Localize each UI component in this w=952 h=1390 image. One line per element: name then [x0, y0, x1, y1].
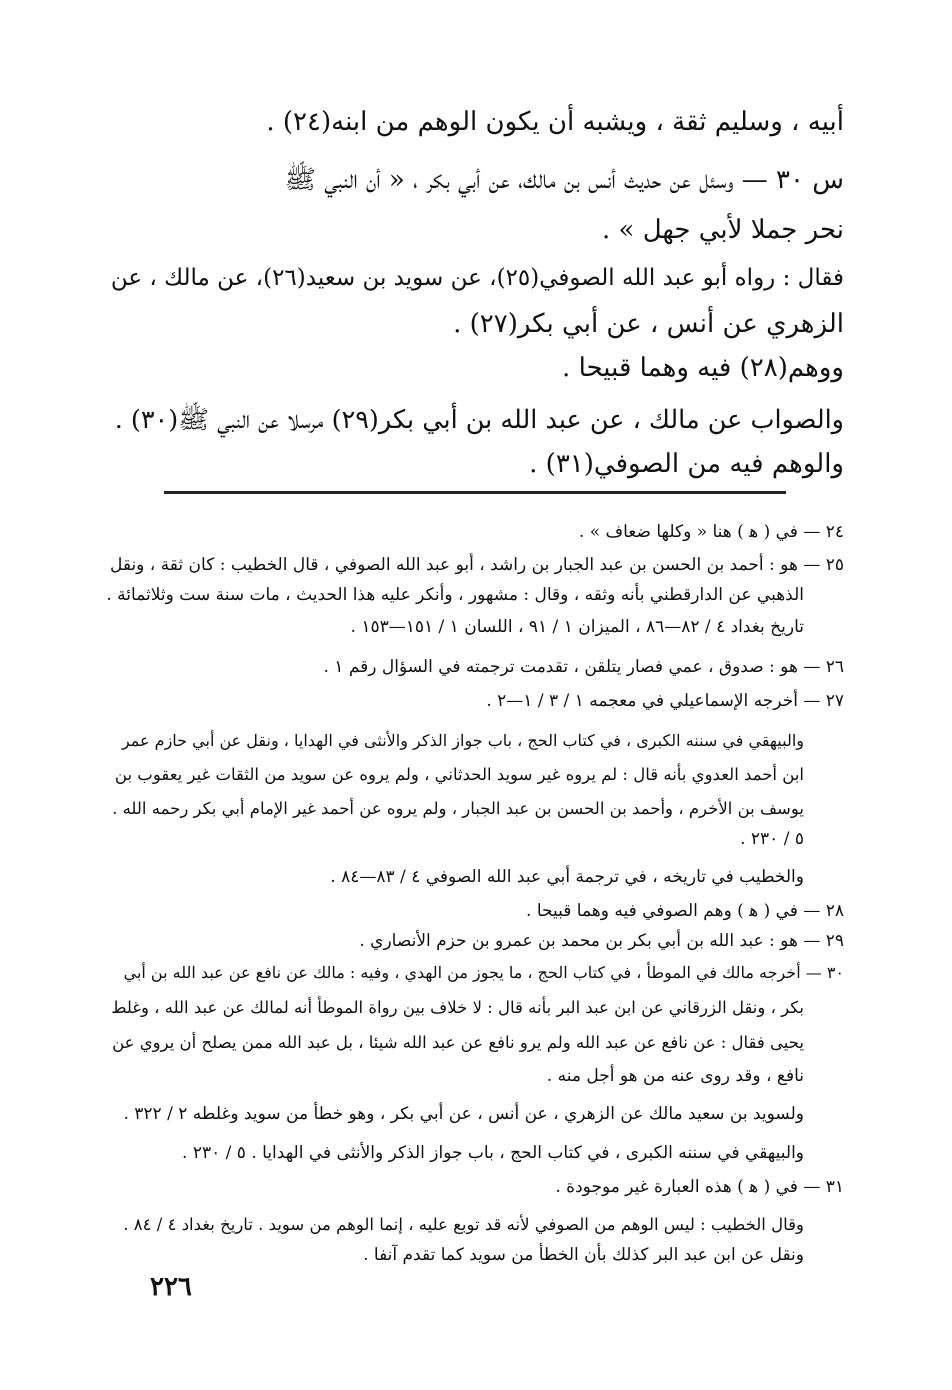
- footnote-line: ٢٦ — هو : صدوق ، عمي فصار يتلقن ، تقدمت ترجمته في السؤال رقم ١ .: [323, 657, 844, 677]
- main-line: س ٣٠ — وسئل عن حديث أنس بن مالك، عن أبي بكر ، « أن النبي ﷺ: [284, 165, 844, 195]
- footnote-line: يحيى فقال : عن نافع عن عبد الله ولم يرو نافع عن عبد الله شيئا ، بل عبد الله ممن يصلح أن يروي عن: [112, 1033, 804, 1052]
- footnote-line: والبيهقي في سننه الكبرى ، في كتاب الحج ، باب جواز الذكر والأنثى في الهدايا ، ونقل عن أبي حازم عمر: [121, 731, 804, 750]
- footnote-line: ٢٥ — هو : أحمد بن الحسن بن عبد الجبار بن راشد ، أبو عبد الله الصوفي ، قال الخطيب : كان ثقة ، ونقل: [109, 555, 844, 575]
- footnote-line: ٣١ — في ( ﻫ ) هذه العبارة غير موجودة .: [555, 1177, 844, 1197]
- main-line: الزهري عن أنس ، عن أبي بكر(٢٧) .: [453, 309, 844, 339]
- page-number: ٢٢٦: [150, 1272, 192, 1302]
- footnote-line: الذهبي عن الدارقطني بأنه وثقه ، وقال : مشهور ، وأنكر عليه هذا الحديث ، مات سنة ست وثلاثمائة .: [106, 585, 804, 605]
- footnote-line: ولسويد بن سعيد مالك عن الزهري ، عن أنس ، عن أبي بكر ، وهو خطأ من سويد وغلطه ٢ / ٣٢٢ .: [123, 1104, 804, 1124]
- footnote-line: ٣٠ — أخرجه مالك في الموطأ ، في كتاب الحج ، ما يجوز من الهدي ، وفيه : مالك عن نافع عن عبد الله بن أبي: [123, 963, 844, 982]
- footnote-line: ٥ / ٢٣٠ .: [740, 829, 804, 849]
- main-line: أبيه ، وسليم ثقة ، ويشبه أن يكون الوهم من ابنه(٢٤) .: [266, 107, 844, 137]
- main-line: فقال : رواه أبو عبد الله الصوفي(٢٥)، عن سويد بن سعيد(٢٦)، عن مالك ، عن: [110, 265, 844, 291]
- footnote-line: ونقل عن ابن عبد البر كذلك بأن الخطأ من سويد كما تقدم آنفا .: [363, 1245, 804, 1265]
- footnote-line: وقال الخطيب : ليس الوهم من الصوفي لأنه قد توبع عليه ، إنما الوهم من سويد . تاريخ بغداد ٤ / ٨٤ .: [123, 1215, 804, 1234]
- main-line: والوهم فيه من الصوفي(٣١) .: [529, 449, 844, 479]
- footnote-line: ٢٧ — أخرجه الإسماعيلي في معجمه ١ / ٣ / ١—٢ .: [486, 691, 844, 711]
- footnote-line: ٢٤ — في ( ﻫ ) هنا « وكلها ضعاف » .: [578, 522, 844, 542]
- footnote-line: ٢٨ — في ( ﻫ ) وهم الصوفي فيه وهما قبيحا .: [526, 901, 844, 921]
- footnote-line: بكر ، ونقل الزرقاني عن ابن عبد البر بأنه قال : لا خلاف بين رواة الموطأ أنه لمالك عن عبد الله ، وغلط: [111, 998, 804, 1017]
- footnote-line: ٢٩ — هو : عبد الله بن أبي بكر بن محمد بن عمرو بن حزم الأنصاري .: [359, 931, 844, 951]
- main-line: ووهم(٢٨) فيه وهما قبيحا .: [562, 353, 844, 383]
- footnote-line: والخطيب في تاريخه ، في ترجمة أبي عبد الله الصوفي ٤ / ٨٣—٨٤ .: [330, 867, 804, 887]
- footnote-line: نافع ، وقد روى عنه من هو أجل منه .: [546, 1066, 804, 1086]
- footnote-line: والبيهقي في سننه الكبرى ، في كتاب الحج ، باب جواز الذكر والأنثى في الهدايا . ٥ / ٢٣٠ .: [182, 1143, 804, 1163]
- footnote-line: يوسف بن الأخرم ، وأحمد بن الحسن بن عبد الجبار ، ولم يروه عن أحمد غير الإمام أبي بكر رحمه الله .: [112, 799, 804, 818]
- footnote-separator: [164, 491, 786, 494]
- footnote-line: تاريخ بغداد ٤ / ٨٢—٨٦ ، الميزان ١ / ٩١ ، اللسان ١ / ١٥١—١٥٣ .: [350, 617, 804, 637]
- main-line: نحر جملا لأبي جهل » .: [602, 215, 844, 245]
- main-line: والصواب عن مالك ، عن عبد الله بن أبي بكر(٢٩) مرسلا عن النبي ﷺ(٣٠) .: [114, 405, 844, 435]
- footnote-line: ابن أحمد العدوي بأنه قال : لم يروه غير سويد الحدثاني ، ولم يروه عن سويد من الثقات غير يعقوب بن: [114, 765, 804, 784]
